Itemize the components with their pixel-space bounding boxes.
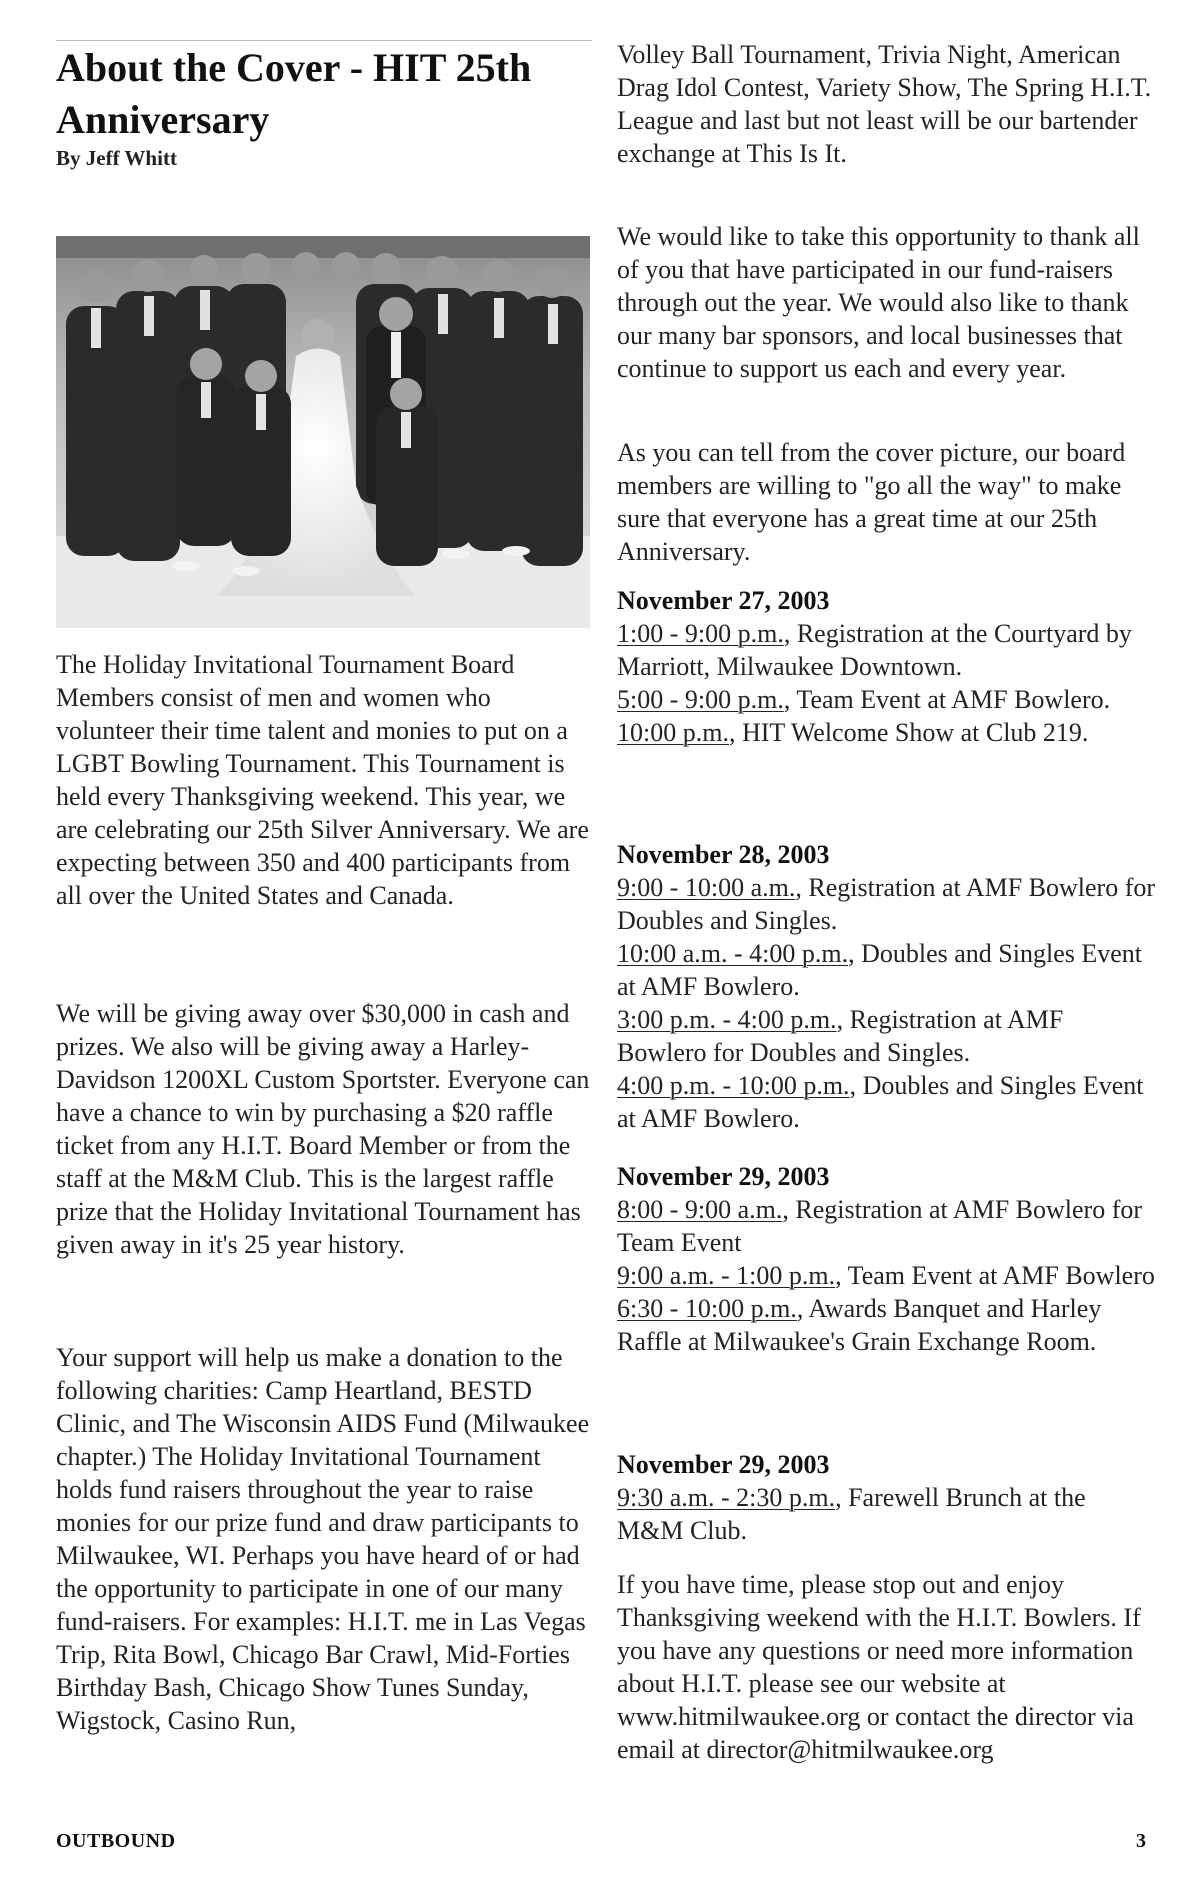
schedule-desc: , Registration at AMF Bowlero for Team Event (617, 1195, 1143, 1257)
schedule-time: 10:00 a.m. - 4:00 p.m. (617, 939, 849, 968)
schedule-item (617, 1481, 1157, 1547)
schedule-item (617, 716, 1157, 749)
schedule-date: November 29, 2003 (617, 1450, 830, 1479)
schedule-desc: , Awards Banquet and Harley Raffle at Milwaukee's Grain Exchange Room. (617, 1294, 1102, 1356)
schedule-desc: , Team Event at AMF Bowlero (835, 1261, 1155, 1290)
publication-name: OUTBOUND (56, 1830, 176, 1852)
schedule-time: 10:00 p.m. (617, 718, 729, 747)
schedule-time: 9:30 a.m. - 2:30 p.m. (617, 1483, 836, 1512)
cover-photo (56, 236, 590, 628)
schedule-item (617, 1069, 1157, 1135)
schedule-desc: , Team Event at AMF Bowlero. (783, 685, 1111, 714)
schedule-desc: , Registration at the Courtyard by Marriott, Milwaukee Downtown. (617, 619, 1132, 681)
page-number: 3 (1136, 1830, 1146, 1852)
schedule-desc: , Farewell Brunch at the M&M Club. (617, 1483, 1086, 1545)
schedule-desc: , Doubles and Singles Event at AMF Bowlero. (617, 939, 1143, 1001)
schedule-time: 5:00 - 9:00 p.m. (617, 685, 784, 714)
schedule-time: 1:00 - 9:00 p.m. (617, 619, 784, 648)
schedule-time: 6:30 - 10:00 p.m. (617, 1294, 797, 1323)
schedule-time: 8:00 - 9:00 a.m. (617, 1195, 783, 1224)
schedule-item (617, 1193, 1157, 1259)
title-rule (56, 40, 592, 41)
schedule-desc: , Doubles and Singles Event at AMF Bowlero. (617, 1071, 1144, 1133)
schedule-date: November 29, 2003 (617, 1162, 830, 1191)
article-title: About the Cover - HIT 25th Anniversary (56, 45, 532, 142)
schedule-item (617, 683, 1157, 716)
schedule-date: November 28, 2003 (617, 840, 830, 869)
schedule-date: November 27, 2003 (617, 586, 830, 615)
byline: By Jeff Whitt (56, 146, 177, 170)
schedule-item (617, 937, 1157, 1003)
closing-paragraph: If you have time, please stop out and enjoy Thanksgiving weekend with the H.I.T. Bowlers. If you have any questions or need more information about H.I.T. please see our website at www.hitmilwaukee.org or contact the director via email at director@hitmilwaukee.org (617, 1570, 1141, 1764)
schedule-day (617, 584, 1157, 749)
article-paragraph-4: Volley Ball Tournament, Trivia Night, American Drag Idol Contest, Variety Show, The Spring H.I.T. League and last but not least will be our bartender exchange at This Is It. (617, 40, 1152, 168)
article-paragraph-6: As you can tell from the cover picture, our board members are willing to "go all the way" to make sure that everyone has a great time at our 25th Anniversary. (617, 438, 1126, 566)
schedule-item (617, 1259, 1157, 1292)
schedule-desc: , Registration at AMF Bowlero for Doubles and Singles. (617, 873, 1156, 935)
schedule-time: 9:00 a.m. - 1:00 p.m. (617, 1261, 836, 1290)
schedule-item (617, 871, 1157, 937)
schedule-item (617, 1292, 1157, 1358)
schedule-time: 3:00 p.m. - 4:00 p.m. (617, 1005, 837, 1034)
schedule-item (617, 617, 1157, 683)
schedule-time: 9:00 - 10:00 a.m. (617, 873, 796, 902)
article-paragraph-1: The Holiday Invitational Tournament Board Members consist of men and women who volunteer their time talent and monies to put on a LGBT Bowling Tournament. This Tournament is held every Thanksgiving weekend. This year, we are celebrating our 25th Silver Anniversary. We are expecting between 350 and 400 participants from all over the United States and Canada. (56, 650, 589, 910)
schedule-day (617, 1448, 1157, 1547)
schedule-desc: , HIT Welcome Show at Club 219. (728, 718, 1089, 747)
schedule-day (617, 1160, 1157, 1358)
schedule-desc: , Registration at AMF Bowlero for Doubles and Singles. (617, 1005, 1064, 1067)
schedule-day (617, 838, 1157, 1135)
schedule-time: 4:00 p.m. - 10:00 p.m. (617, 1071, 850, 1100)
schedule-item (617, 1003, 1157, 1069)
article-paragraph-5: We would like to take this opportunity to thank all of you that have participated in our fund-raisers through out the year. We would also like to thank our many bar sponsors, and local businesses that continue to support us each and every year. (617, 222, 1140, 383)
article-paragraph-2: We will be giving away over $30,000 in cash and prizes. We also will be giving away a Harley-Davidson 1200XL Custom Sportster. Everyone can have a chance to win by purchasing a $20 raffle ticket from any H.I.T. Board Member or from the staff at the M&M Club. This is the largest raffle prize that the Holiday Invitational Tournament has given away in it's 25 year history. (56, 999, 590, 1259)
article-paragraph-3: Your support will help us make a donation to the following charities: Camp Heartland, BESTD Clinic, and The Wisconsin AIDS Fund (Milwaukee chapter.) The Holiday Invitational Tournament holds fund raisers throughout the year to raise monies for our prize fund and draw participants to Milwaukee, WI. Perhaps you have heard of or had the opportunity to participate in one of our many fund-raisers. For examples: H.I.T. me in Las Vegas Trip, Rita Bowl, Chicago Bar Crawl, Mid-Forties Birthday Bash, Chicago Show Tunes Sunday, Wigstock, Casino Run, (56, 1343, 590, 1735)
